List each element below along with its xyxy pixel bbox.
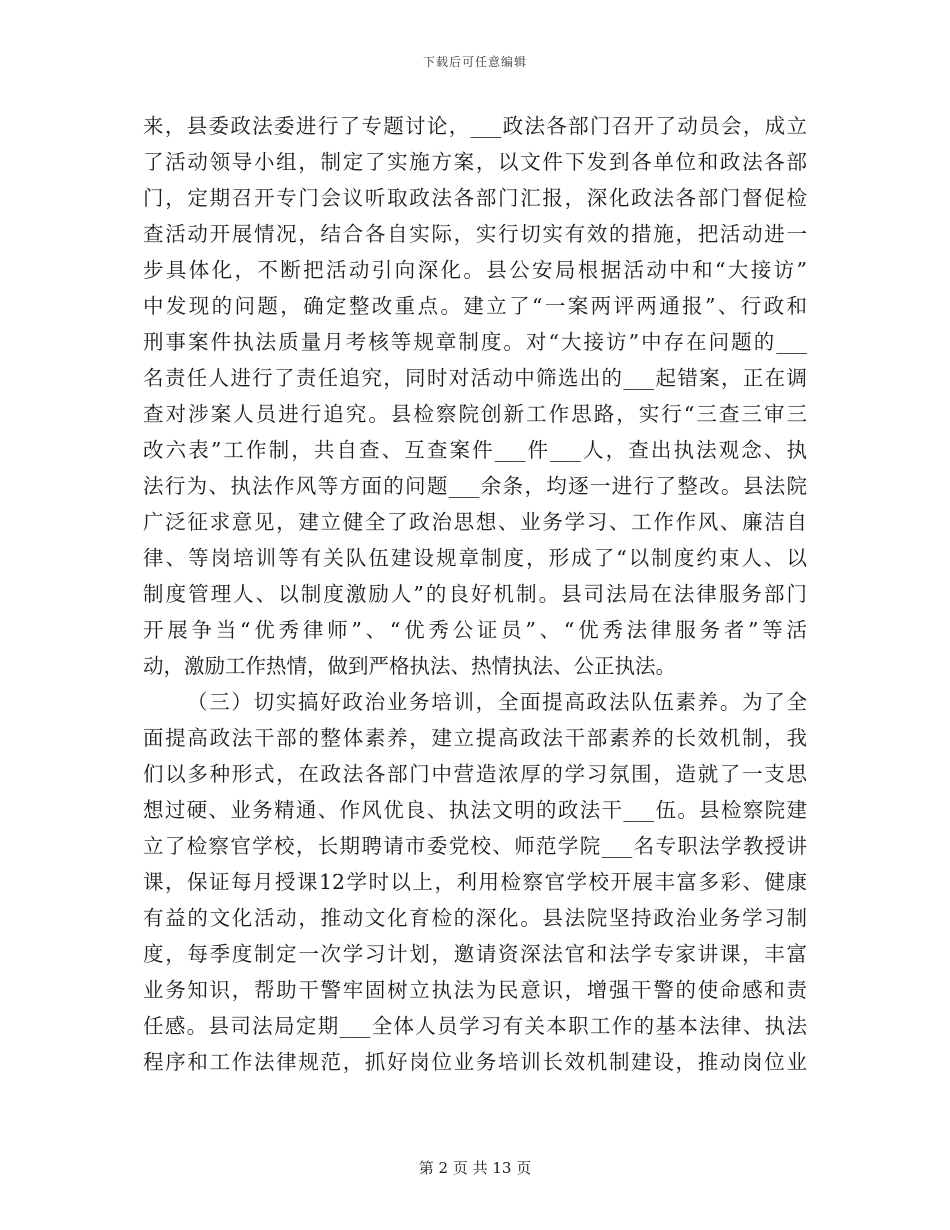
page-header: 下载后可任意编辑 <box>422 55 527 69</box>
text-line: 任感。县司法局定期___全体人员学习有关本职工作的基本法律、执法 <box>143 1014 807 1038</box>
text-line: 中发现的问题，确定整改重点。建立了“一案两评两通报”、行政和 <box>143 294 807 318</box>
text-line: 广泛征求意见，建立健全了政治思想、业务学习、工作作风、廉洁自 <box>143 510 807 534</box>
text-line: 课，保证每月授课12学时以上，利用检察官学校开展丰富多彩、健康 <box>143 870 807 894</box>
text-line: 有益的文化活动，推动文化育检的深化。县法院坚持政治业务学习制 <box>143 906 807 930</box>
page-number: 第 2 页 共 13 页 <box>418 1159 532 1177</box>
text-line: 开展争当“优秀律师”、“优秀公证员”、“优秀法律服务者”等活 <box>143 618 807 642</box>
text-line: 查活动开展情况，结合各自实际，实行切实有效的措施，把活动进一 <box>143 222 807 246</box>
text-line: 来，县委政法委进行了专题讨论，___政法各部门召开了动员会，成立 <box>143 114 807 138</box>
text-line: 面提高政法干部的整体素养，建立提高政法干部素养的长效机制，我 <box>143 726 807 750</box>
text-line: 法行为、执法作风等方面的问题___余条，均逐一进行了整改。县法院 <box>143 474 807 498</box>
text-line: 想过硬、业务精通、作风优良、执法文明的政法干___伍。县检察院建 <box>143 798 807 822</box>
document-body <box>143 108 807 1080</box>
text-line: 步具体化，不断把活动引向深化。县公安局根据活动中和“大接访” <box>143 258 807 282</box>
text-line: 门，定期召开专门会议听取政法各部门汇报，深化政法各部门督促检 <box>143 186 807 210</box>
text-line: 制度管理人、以制度激励人”的良好机制。县司法局在法律服务部门 <box>143 582 807 606</box>
text-line: 律、等岗培训等有关队伍建设规章制度，形成了“以制度约束人、以 <box>143 546 807 570</box>
text-line: 程序和工作法律规范，抓好岗位业务培训长效机制建设，推动岗位业 <box>143 1050 807 1074</box>
text-line: 改六表”工作制，共自查、互查案件___件___人，查出执法观念、执 <box>143 438 807 462</box>
text-line: 查对涉案人员进行追究。县检察院创新工作思路，实行“三查三审三 <box>143 402 807 426</box>
paragraph-end-line: 动，激励工作热情，做到严格执法、热情执法、公正执法。 <box>143 654 676 678</box>
text-line: 们以多种形式，在政法各部门中营造浓厚的学习氛围，造就了一支思 <box>143 762 807 786</box>
text-line: 刑事案件执法质量月考核等规章制度。对“大接访”中存在问题的___ <box>143 330 807 354</box>
text-line: 业务知识，帮助干警牢固树立执法为民意识，增强干警的使命感和责 <box>143 978 807 1002</box>
text-line: 立了检察官学校，长期聘请市委党校、师范学院___名专职法学教授讲 <box>143 834 807 858</box>
text-line: 名责任人进行了责任追究，同时对活动中筛选出的___起错案，正在调 <box>143 366 807 390</box>
text-line: 度，每季度制定一次学习计划，邀请资深法官和法学专家讲课，丰富 <box>143 942 807 966</box>
text-line: 了活动领导小组，制定了实施方案，以文件下发到各单位和政法各部 <box>143 150 807 174</box>
section-heading-line: （三）切实搞好政治业务培训，全面提高政法队伍素养。为了全 <box>187 690 807 714</box>
